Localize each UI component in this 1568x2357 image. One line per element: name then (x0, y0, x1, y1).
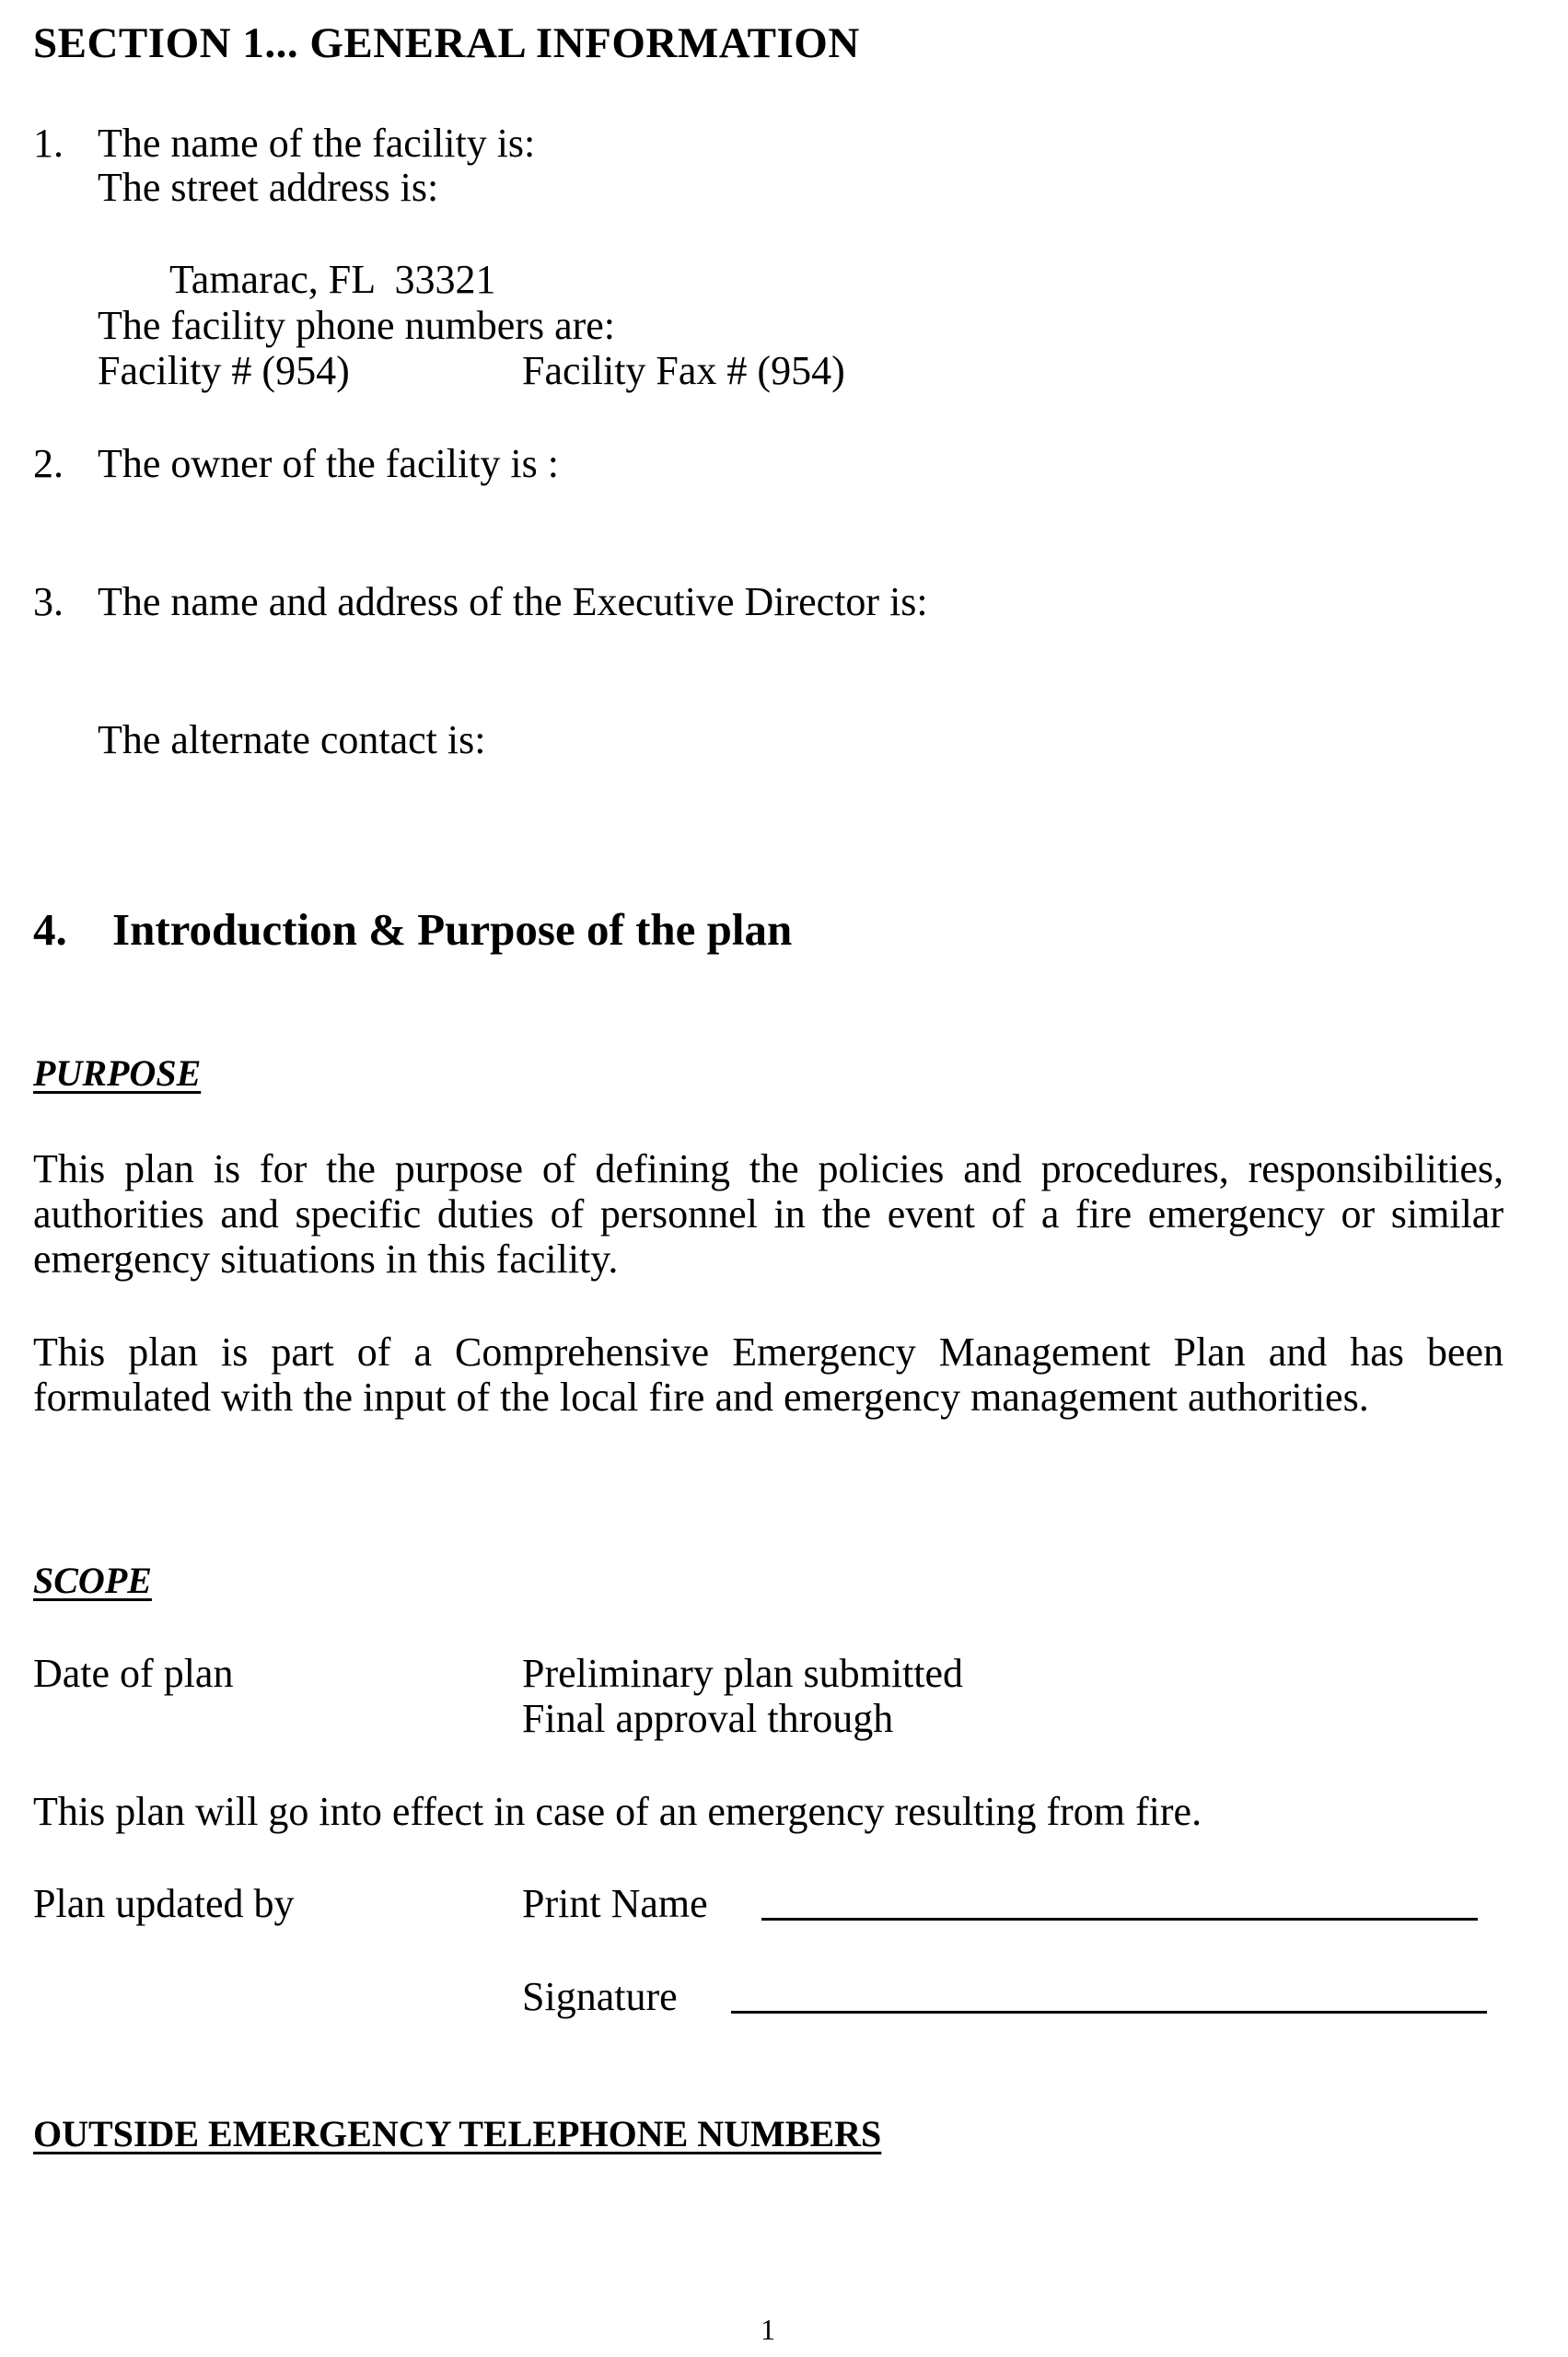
item-number: 2. (33, 441, 64, 486)
city-state-zip: Tamarac, FL 33321 (169, 257, 496, 302)
executive-director-label: The name and address of the Executive Director is: (98, 579, 928, 624)
item2-owner (33, 441, 559, 486)
item1-facility-name (33, 123, 535, 164)
final-approval-label: Final approval through (522, 1696, 894, 1741)
street-address-label: The street address is: (98, 165, 439, 210)
preliminary-plan-label: Preliminary plan submitted (522, 1651, 964, 1696)
plan-updated-by-label: Plan updated by (33, 1881, 295, 1926)
print-name-field-line[interactable] (761, 1918, 1478, 1921)
owner-label: The owner of the facility is : (98, 441, 559, 486)
outside-emergency-heading: OUTSIDE EMERGENCY TELEPHONE NUMBERS (33, 2113, 882, 2154)
facility-fax-label: Facility Fax # (954) (522, 348, 845, 393)
date-of-plan-label: Date of plan (33, 1651, 234, 1696)
scope-heading: SCOPE (33, 1560, 152, 1601)
alternate-contact-label: The alternate contact is: (98, 717, 486, 762)
purpose-paragraph-2: This plan is part of a Comprehensive Emergency Management Plan and has been formulated with the input of the local fire and emergency management authorities. (33, 1329, 1504, 1420)
item3-executive-director (33, 579, 928, 624)
intro-heading-number: 4. (33, 904, 67, 955)
facility-phone-label: Facility # (954) (98, 348, 350, 393)
purpose-heading: PURPOSE (33, 1052, 202, 1094)
purpose-paragraph-1: This plan is for the purpose of defining the policies and procedures, responsibilities, authorities and specific duties of personnel in the event of a fire emergency or similar emergency situations in this facility. (33, 1146, 1504, 1282)
item-number: 3. (33, 579, 64, 624)
signature-label: Signature (522, 1974, 678, 2019)
effect-statement: This plan will go into effect in case of an emergency resulting from fire. (33, 1789, 1202, 1834)
phone-numbers-label: The facility phone numbers are: (98, 303, 616, 348)
facility-name-label: The name of the facility is: (98, 121, 536, 166)
print-name-label: Print Name (522, 1881, 708, 1926)
intro-heading-title: Introduction & Purpose of the plan (112, 904, 793, 955)
item-number: 1. (33, 121, 64, 166)
page-number: 1 (761, 2313, 775, 2346)
intro-heading (33, 904, 793, 955)
signature-field-line[interactable] (731, 2011, 1487, 2014)
section-heading: SECTION 1... GENERAL INFORMATION (33, 19, 860, 67)
